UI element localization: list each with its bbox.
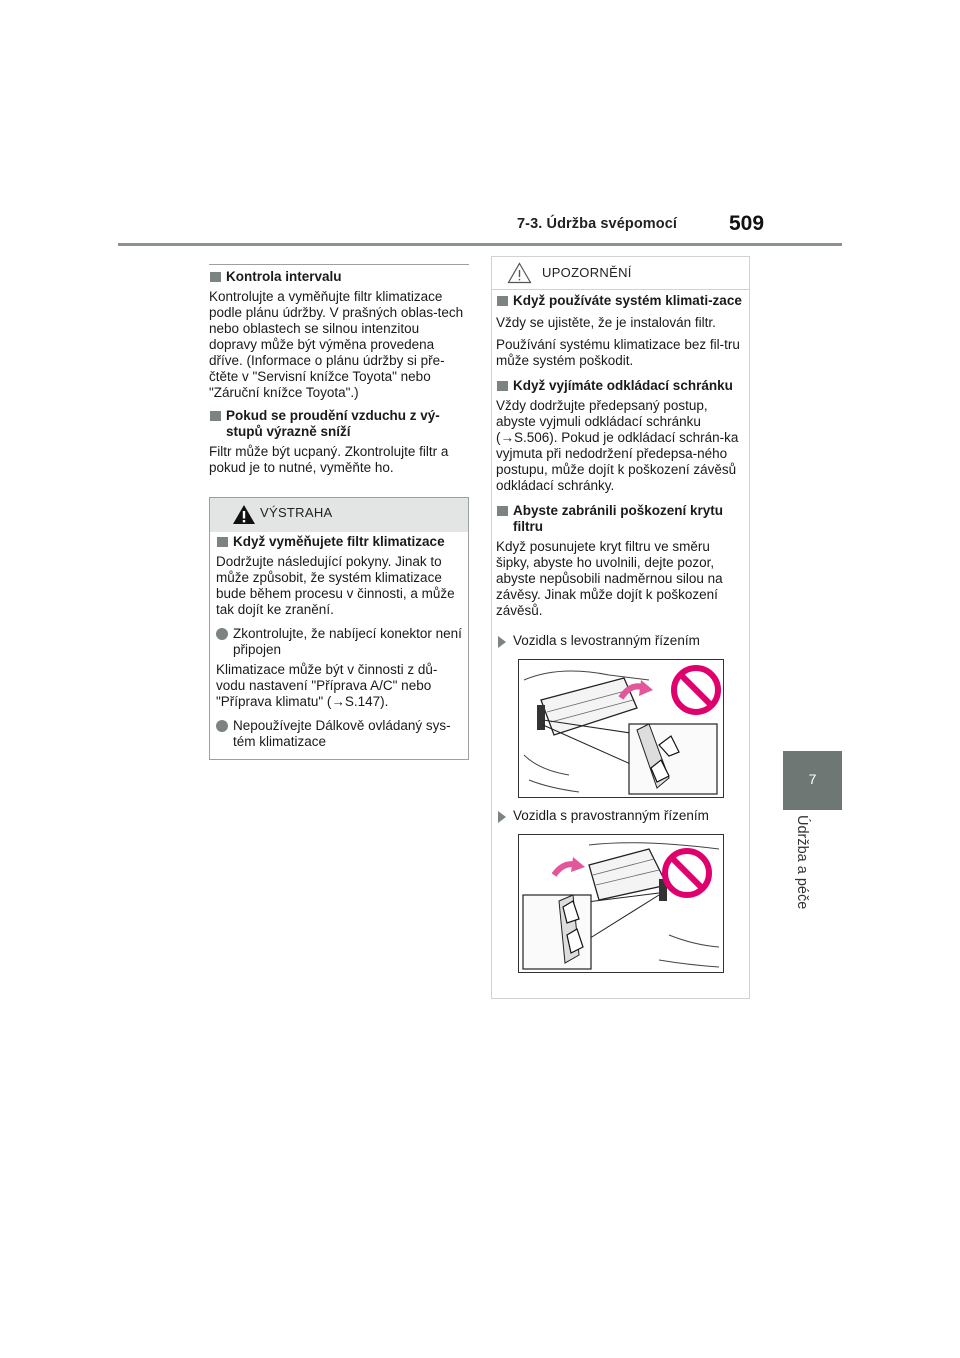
list-item: Vozidla s levostranným řízením (496, 633, 746, 649)
square-bullet-icon (217, 537, 228, 547)
paragraph: Když posunujete kryt filtru ve směru šipky, abyste ho uvolnili, dejte pozor, abyste nepůsobili nadměrnou silou na závěsy. Jinak může dojít k poškození závěsů. (496, 539, 723, 618)
paragraph: Vždy dodržujte předepsaný postup, abyste vyjmuli odkládací schránku (→S.506). Pokud je odkládací schrán-ka vyjmuta při nedodržení předepsa-ného postupu, může dojít k poškození závěsů odkládací schránky. (496, 398, 739, 493)
caution-body (496, 293, 746, 973)
warning-heading: Když vyměňujete filtr klimatizace (216, 534, 464, 550)
warning-header (210, 498, 468, 532)
caution-header (492, 257, 749, 290)
list-item: Zkontrolujte, že nabíjecí konektor není připojen (216, 626, 464, 658)
caution-heading: Když používáte systém klimati-zace (496, 293, 746, 309)
caution-icon (507, 262, 532, 284)
chapter-tab-number: 7 (808, 771, 817, 787)
section-heading: Pokud se proudění vzduchu z vý-stupů výrazně sníží (209, 408, 469, 440)
triangle-bullet-icon (498, 636, 506, 648)
caution-box (491, 256, 750, 999)
chapter-tab-label: Údržba a péče (794, 815, 810, 910)
circle-bullet-icon (216, 628, 228, 640)
glovebox-filter-illustration-rhd (519, 835, 723, 972)
section-heading: Kontrola intervalu (209, 269, 469, 285)
paragraph: Používání systému klimatizace bez fil-tru může systém poškodit. (496, 337, 740, 368)
rhd-illustration (518, 834, 724, 973)
warning-icon (232, 504, 256, 525)
left-column (209, 264, 469, 476)
page-number: 509 (729, 212, 765, 235)
warning-box (209, 497, 469, 760)
glovebox-filter-illustration-lhd (519, 660, 723, 797)
paragraph: Dodržujte následující pokyny. Jinak to může způsobit, že systém klimatizace bude během procesu v činnosti, a může tak dojít ke zranění. (216, 554, 455, 617)
square-bullet-icon (497, 296, 508, 306)
paragraph: Klimatizace může být v činnosti z dů-vodu nastavení "Příprava A/C" nebo "Příprava klimatu" (→S.147). (216, 662, 438, 709)
chapter-title: 7-3. Údržba svépomocí (517, 216, 678, 232)
square-bullet-icon (210, 411, 221, 421)
square-bullet-icon (497, 381, 508, 391)
circle-bullet-icon (216, 720, 228, 732)
paragraph: Filtr může být ucpaný. Zkontrolujte filtr a pokud je to nutné, vyměňte ho. (209, 444, 449, 475)
square-bullet-icon (210, 272, 221, 282)
list-item: Vozidla s pravostranným řízením (496, 808, 746, 824)
caution-heading: Když vyjímáte odkládací schránku (496, 378, 746, 394)
header-divider (118, 243, 842, 246)
lhd-illustration (518, 659, 724, 798)
square-bullet-icon (497, 506, 508, 516)
warning-body (216, 534, 464, 750)
warning-title: VÝSTRAHA (260, 505, 333, 520)
triangle-bullet-icon (498, 811, 506, 823)
caution-heading: Abyste zabránili poškození krytu filtru (496, 503, 746, 535)
caution-title: UPOZORNĚNÍ (542, 265, 632, 280)
paragraph: Vždy se ujistěte, že je instalován filtr. (496, 315, 716, 330)
paragraph: Kontrolujte a vyměňujte filtr klimatizace podle plánu údržby. V prašných oblas-tech nebo oblastech se silnou intenzitou dopravy může být výměna provedena dříve. (Informace o plánu údržby si pře-čtěte v "Servisní knížce Toyota" nebo "Záruční knížce Toyota".) (209, 289, 464, 400)
list-item: Nepoužívejte Dálkově ovládaný sys-tém klimatizace (216, 718, 464, 750)
